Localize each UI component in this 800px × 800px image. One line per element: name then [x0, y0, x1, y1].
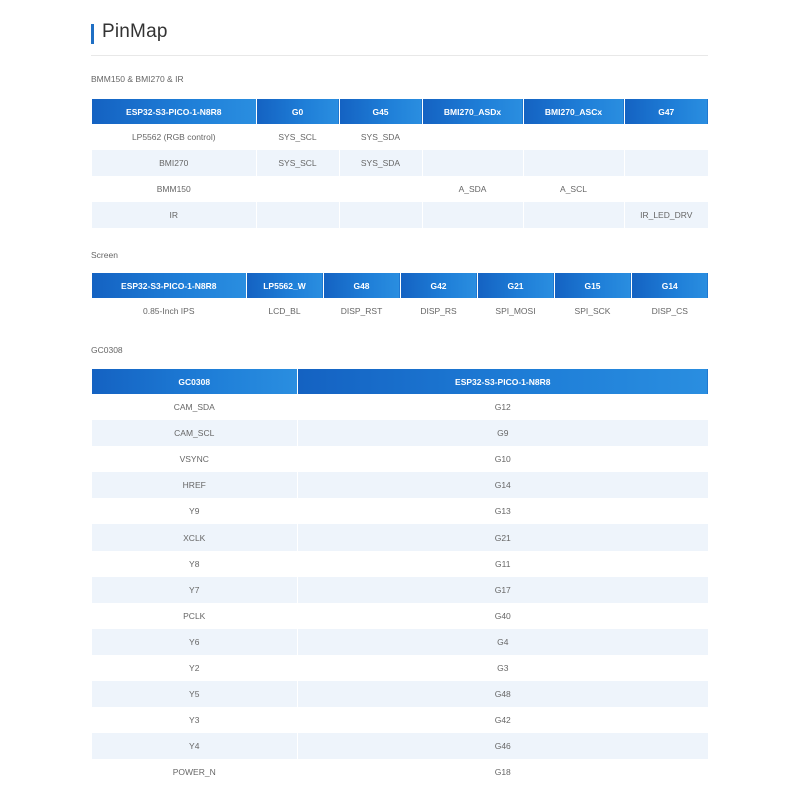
- table-cell: [422, 202, 523, 228]
- table-row: [92, 524, 708, 550]
- table-cell: Y9: [92, 498, 297, 524]
- table-cell: G4: [297, 629, 708, 655]
- table-cell: PCLK: [92, 603, 297, 629]
- table-cell: DISP_RS: [400, 298, 477, 324]
- table-cell: SYS_SDA: [339, 124, 422, 150]
- table-row: [92, 394, 708, 420]
- table-cell: DISP_CS: [631, 298, 708, 324]
- column-header: G47: [624, 99, 708, 124]
- page-title: PinMap: [102, 21, 168, 42]
- column-header: G15: [554, 273, 631, 298]
- table-cell: Y4: [92, 733, 297, 759]
- table-cell: [339, 176, 422, 202]
- column-header: ESP32-S3-PICO-1-N8R8: [92, 99, 256, 124]
- column-header: G45: [339, 99, 422, 124]
- column-header: LP5562_W: [246, 273, 323, 298]
- table-row: [92, 472, 708, 498]
- title-accent-bar: [91, 24, 94, 44]
- column-header: G0: [256, 99, 339, 124]
- table-cell: [523, 202, 624, 228]
- table-cell: G11: [297, 551, 708, 577]
- table-cell: Y7: [92, 577, 297, 603]
- table-cell: 0.85-Inch IPS: [92, 298, 246, 324]
- table-row: [92, 498, 708, 524]
- table-cell: [256, 176, 339, 202]
- table-cell: BMM150: [92, 176, 256, 202]
- table-cell: G14: [297, 472, 708, 498]
- column-header: G42: [400, 273, 477, 298]
- table-cell: G48: [297, 681, 708, 707]
- table-cell: Y5: [92, 681, 297, 707]
- table-header-row: [92, 99, 708, 124]
- table-row: [92, 681, 708, 707]
- table-cell: LCD_BL: [246, 298, 323, 324]
- table-cell: [624, 124, 708, 150]
- table-cell: A_SDA: [422, 176, 523, 202]
- column-header: GC0308: [92, 369, 297, 394]
- table-cell: IR_LED_DRV: [624, 202, 708, 228]
- table-cell: DISP_RST: [323, 298, 400, 324]
- table-row: [92, 577, 708, 603]
- table-cell: LP5562 (RGB control): [92, 124, 256, 150]
- table-cell: SYS_SCL: [256, 124, 339, 150]
- column-header: ESP32-S3-PICO-1-N8R8: [92, 273, 246, 298]
- table-cell: SYS_SDA: [339, 150, 422, 176]
- table-row: [92, 551, 708, 577]
- table-row: [92, 707, 708, 733]
- table-cell: [624, 150, 708, 176]
- section-label-screen: Screen: [91, 250, 118, 260]
- table-cell: [523, 150, 624, 176]
- table-row: [92, 150, 708, 176]
- table-row: [92, 733, 708, 759]
- table-cell: BMI270: [92, 150, 256, 176]
- page-header: [91, 22, 708, 56]
- table-cell: G3: [297, 655, 708, 681]
- column-header: G21: [477, 273, 554, 298]
- screen-pin-table: [92, 273, 708, 324]
- table-cell: SPI_MOSI: [477, 298, 554, 324]
- table-cell: [422, 150, 523, 176]
- column-header: BMI270_ASDx: [422, 99, 523, 124]
- table-cell: Y2: [92, 655, 297, 681]
- table-cell: XCLK: [92, 524, 297, 550]
- table-row: [92, 603, 708, 629]
- table-cell: SYS_SCL: [256, 150, 339, 176]
- table-cell: SPI_SCK: [554, 298, 631, 324]
- table-cell: CAM_SCL: [92, 420, 297, 446]
- table-cell: IR: [92, 202, 256, 228]
- table-row: [92, 176, 708, 202]
- table-header-row: [92, 273, 708, 298]
- table-cell: G21: [297, 524, 708, 550]
- table-row: [92, 420, 708, 446]
- table-cell: G9: [297, 420, 708, 446]
- table-cell: Y8: [92, 551, 297, 577]
- table-header-row: [92, 369, 708, 394]
- table-row: [92, 446, 708, 472]
- table-cell: Y3: [92, 707, 297, 733]
- table-cell: CAM_SDA: [92, 394, 297, 420]
- table-cell: POWER_N: [92, 759, 297, 785]
- table-row: [92, 655, 708, 681]
- table-row: [92, 759, 708, 785]
- sensors-pin-table: [92, 99, 708, 228]
- table-cell: A_SCL: [523, 176, 624, 202]
- column-header: ESP32-S3-PICO-1-N8R8: [297, 369, 708, 394]
- table-cell: HREF: [92, 472, 297, 498]
- table-cell: G17: [297, 577, 708, 603]
- table-cell: G10: [297, 446, 708, 472]
- section-label-sensors: BMM150 & BMI270 & IR: [91, 74, 184, 84]
- table-cell: Y6: [92, 629, 297, 655]
- table-cell: G18: [297, 759, 708, 785]
- column-header: G48: [323, 273, 400, 298]
- table-cell: [339, 202, 422, 228]
- section-label-camera: GC0308: [91, 345, 123, 355]
- table-cell: G42: [297, 707, 708, 733]
- table-cell: [256, 202, 339, 228]
- table-cell: [422, 124, 523, 150]
- table-cell: [523, 124, 624, 150]
- table-row: [92, 202, 708, 228]
- column-header: BMI270_ASCx: [523, 99, 624, 124]
- table-row: [92, 629, 708, 655]
- table-row: [92, 298, 708, 324]
- table-cell: G40: [297, 603, 708, 629]
- column-header: G14: [631, 273, 708, 298]
- table-cell: [624, 176, 708, 202]
- table-row: [92, 124, 708, 150]
- table-cell: VSYNC: [92, 446, 297, 472]
- table-cell: G12: [297, 394, 708, 420]
- table-cell: G46: [297, 733, 708, 759]
- camera-pin-table: [92, 369, 708, 785]
- table-cell: G13: [297, 498, 708, 524]
